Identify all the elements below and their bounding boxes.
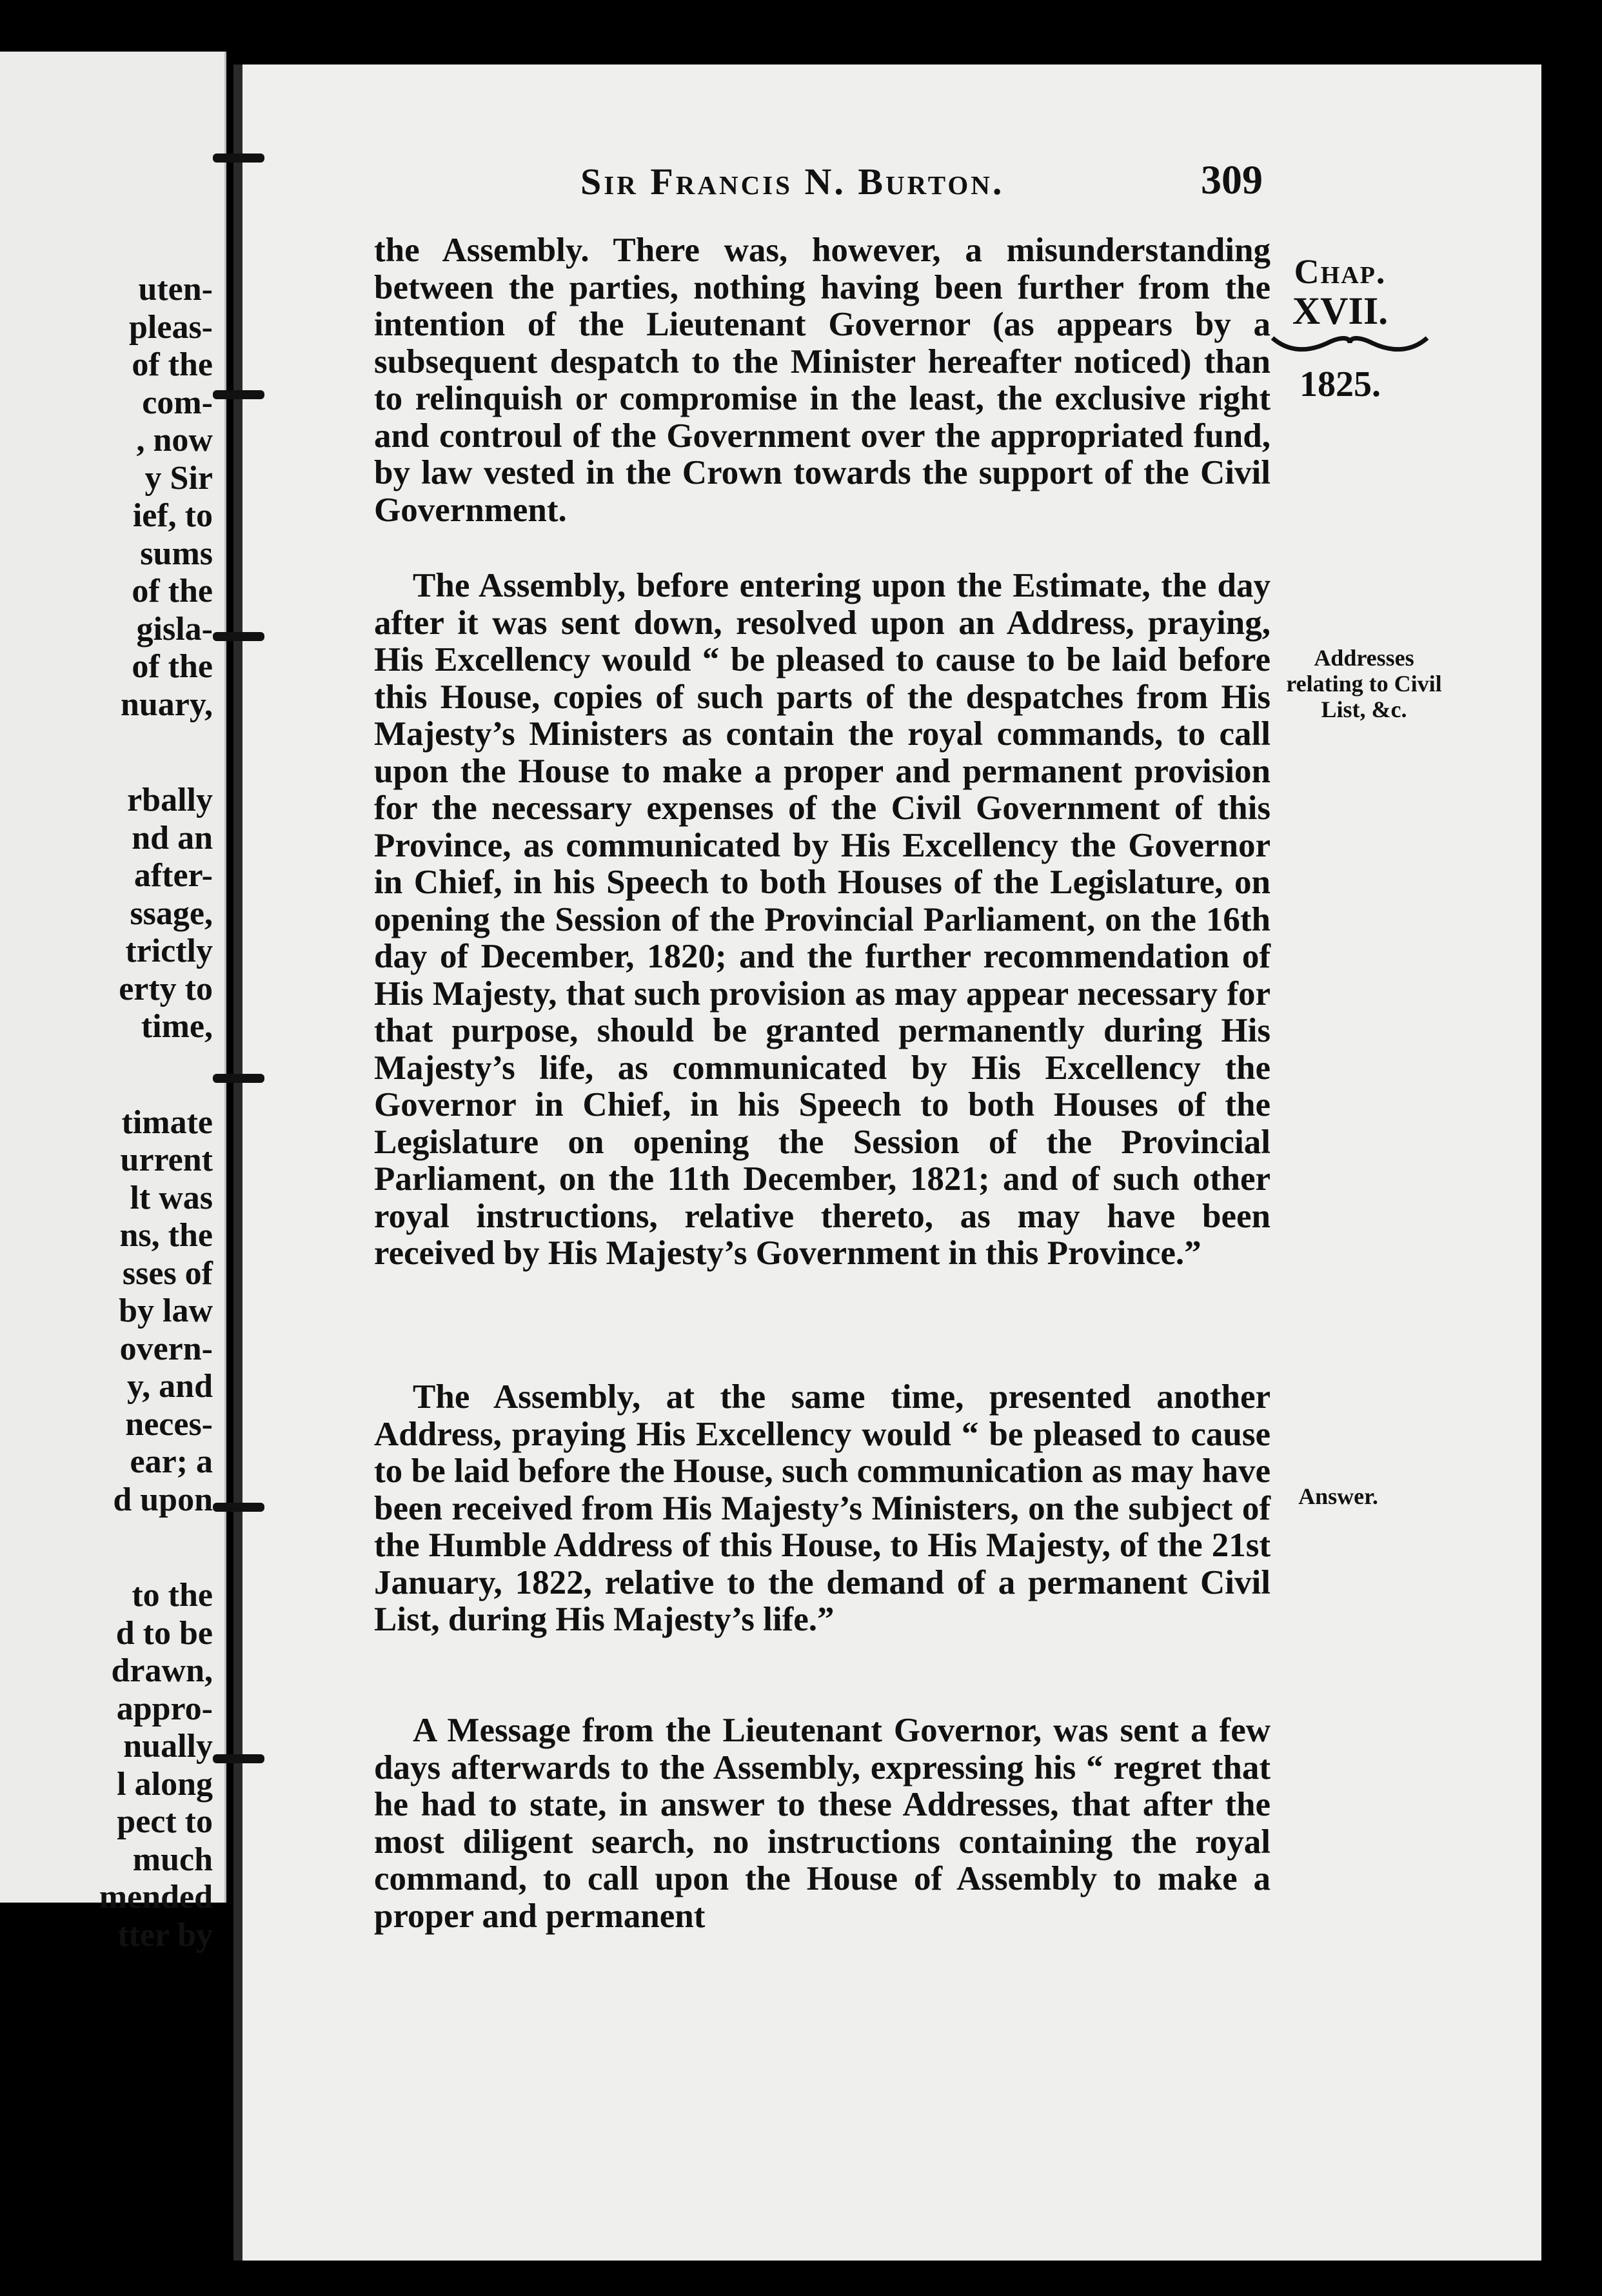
facing-page-line: nually [123, 1728, 213, 1765]
facing-page-line: timate [121, 1103, 213, 1141]
facing-page-line: after- [134, 857, 213, 894]
facing-page-line: l along [117, 1765, 213, 1803]
facing-page-line: ns, the [119, 1217, 213, 1254]
binding-stitch [213, 153, 264, 163]
ornament-swash-icon [1269, 330, 1430, 356]
facing-page-line: gisla- [136, 610, 213, 648]
facing-page-line: appro- [116, 1690, 213, 1727]
chapter-number: XVII. [1292, 290, 1389, 332]
facing-page-line: nd an [132, 819, 213, 856]
facing-page-line: tter by [117, 1916, 213, 1954]
paragraph-text: A Message from the Lieutenant Governor, was sent a few days afterwards to the Assembly, expressing his “ regret that he had to state, in answer to these Addresses, that after the most diligent search, no instructions containing the royal command, to call upon the House of Assembly to make a proper and permanent [374, 1712, 1271, 1935]
facing-page-line: pleas- [129, 308, 213, 346]
facing-page-line: rbally [127, 782, 213, 818]
facing-page-line: of the [132, 346, 213, 383]
facing-page-line: drawn, [111, 1652, 213, 1689]
facing-page-line: , now [136, 422, 213, 459]
binding-stitch [213, 390, 264, 399]
facing-page-line: of the [132, 648, 213, 685]
facing-page-line: by law [119, 1292, 213, 1329]
paragraph-text: The Assembly, before entering upon the Estimate, the day after it was sent down, resolved upon an Address, praying, His Excellency would “ be pleased to cause to be laid before this House, copies of such parts of the despatches from His Majesty’s Ministers as contain the royal commands, to call upon the House to make a proper and permanent provision for the necessary expenses of the Civil Government of this Province, as communicated by His Excellency the Governor in Chief, in his Speech to both Houses of the Legislature, on opening the Session of the Provincial Parliament, on the 16th day of December, 1820; and the further recommendation of His Majesty, that such provision as may appear necessary for that purpose, should be granted permanently during His Majesty’s life, as communicated by His Excellency the Governor in Chief, in his Speech to both Houses of the Legislature on opening the Session of the Provincial Parliament, on the 11th December, 1821; and of such other royal instructions, relative thereto, as may have been received by His Majesty’s Government in this Province.” [374, 567, 1271, 1272]
paragraph-2 [374, 568, 1271, 1272]
paragraph-4 [374, 1712, 1271, 1935]
facing-page-line: ief, to [132, 497, 213, 534]
facing-page-line: of the [132, 573, 213, 609]
binding-stitch [213, 1754, 264, 1763]
page-number: 309 [1201, 157, 1263, 203]
facing-page-line: sses of [122, 1254, 213, 1292]
facing-page-line: lt was [130, 1179, 213, 1216]
facing-page-line: overn- [119, 1330, 213, 1367]
paragraph-text: The Assembly, at the same time, presented another Address, praying His Excellency would “ be pleased to cause to be laid before the House, such communication as may have been received from His Majesty’s Ministers, on the subject of the Humble Address of this House, to His Majesty, of the 21st January, 1822, relative to the demand of a permanent Civil List, during His Majesty’s life.” [374, 1378, 1271, 1638]
running-head [580, 160, 1004, 203]
facing-page-line: uten- [138, 271, 213, 308]
chapter-label: Chap. [1294, 252, 1387, 291]
margin-note-answer: Answer. [1298, 1483, 1378, 1509]
facing-page-line: d upon [113, 1481, 213, 1518]
facing-page-line: time, [141, 1008, 213, 1045]
facing-page-line: d to be [115, 1614, 213, 1652]
paragraph-text: the Assembly. There was, however, a misunderstanding between the parties, nothing having been further from the intention of the Lieutenant Governor (as appears by a subsequent despatch to the Minister hereafter noticed) than to relinquish or compromise in the least, the exclusive right and controul of the Government over the appropriated fund, by law vested in the Crown towards the support of the Civil Government. [374, 232, 1271, 529]
facing-page-line: ear; a [130, 1443, 213, 1480]
facing-page-line: to the [132, 1577, 213, 1614]
facing-page-line: mended [99, 1879, 213, 1915]
paragraph-1 [374, 232, 1271, 529]
facing-page-line: pect to [117, 1803, 213, 1840]
facing-page-line: neces- [125, 1405, 213, 1443]
binding-stitch [213, 1074, 264, 1083]
margin-note-addresses: Addresses relating to Civil List, &c. [1286, 645, 1442, 722]
facing-page-line: y, and [127, 1368, 213, 1405]
binding-stitch [213, 1503, 264, 1512]
facing-page-line: nuary, [120, 686, 213, 723]
binding-stitch [213, 632, 264, 641]
facing-page-line: com- [142, 384, 213, 421]
year-label: 1825. [1300, 364, 1381, 404]
facing-page-line: erty to [119, 970, 213, 1007]
paragraph-3 [374, 1379, 1271, 1639]
chapter-marginal [1269, 252, 1411, 405]
running-head-title: Sir Francis N. Burton. [580, 161, 1005, 203]
facing-page-line: trictly [125, 933, 213, 969]
facing-page-line: ssage, [130, 895, 213, 932]
facing-page-line: y Sir [144, 459, 213, 497]
facing-page-line: urrent [120, 1142, 213, 1178]
facing-page-line: sums [140, 535, 213, 572]
facing-page-line: much [132, 1841, 213, 1878]
